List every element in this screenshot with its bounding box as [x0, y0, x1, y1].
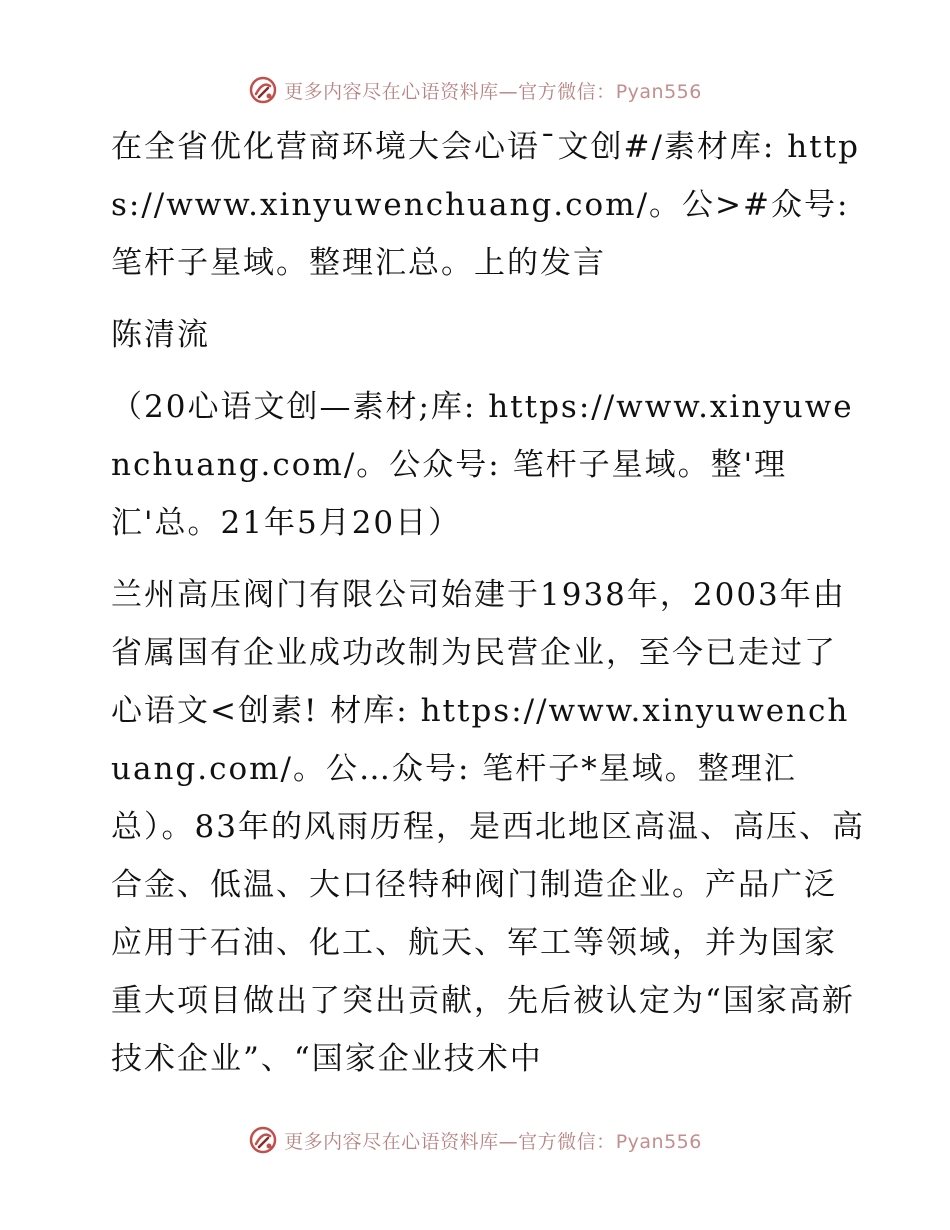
document-title: 在全省优化营商环境大会心语¯文创#/素材库: https://www.xinyuwenchuang.com/。公>#众号: 笔杆子星域。整理汇总。上的发言: [111, 129, 860, 281]
document-note: （20心语文创—素材;库: https://www.xinyuwenchuang.com/。公众号: 笔杆子星域。整'理汇'总。21年5月20日）: [111, 389, 854, 541]
footer-banner-inner: [248, 1125, 702, 1155]
banner-brand-text: 更多内容尽在心语资料库: [284, 1130, 499, 1153]
banner-brand-text: 更多内容尽在心语资料库: [284, 80, 499, 103]
header-banner-inner: [248, 75, 702, 105]
header-banner-text: [284, 77, 702, 104]
banner-separator: —: [498, 1130, 519, 1153]
banner-wechat-id: Pyan556: [615, 1130, 702, 1153]
document-content: [97, 118, 867, 1104]
header-banner: [0, 70, 950, 110]
banner-official-label: 官方微信：: [518, 80, 616, 103]
footer-banner-text: [284, 1127, 702, 1154]
banner-wechat-id: Pyan556: [615, 80, 702, 103]
document-author: 陈清流: [111, 317, 210, 353]
brand-logo-icon: [248, 75, 278, 105]
brand-logo-icon: [248, 1125, 278, 1155]
footer-banner: [0, 1120, 950, 1160]
banner-separator: —: [498, 80, 519, 103]
document-body-paragraph: 兰州高压阀门有限公司始建于1938年，2003年由省属国有企业成功改制为民营企业，至今已走过了心语文<创素! 材库: https://www.xinyuwenchuang.com/。公…众号: 笔杆子*星域。整理汇总）。83年的风雨历程，是西北地区高温、高压、高合金、低温、大口径特种阀门制造企业。产品广泛应用于石油、化工、航天、军工等领域，并为国家重大项目做出了突出贡献，先后被认定为“国家高新技术企业”、“国家企业技术中: [111, 577, 865, 1077]
banner-official-label: 官方微信：: [518, 1130, 616, 1153]
